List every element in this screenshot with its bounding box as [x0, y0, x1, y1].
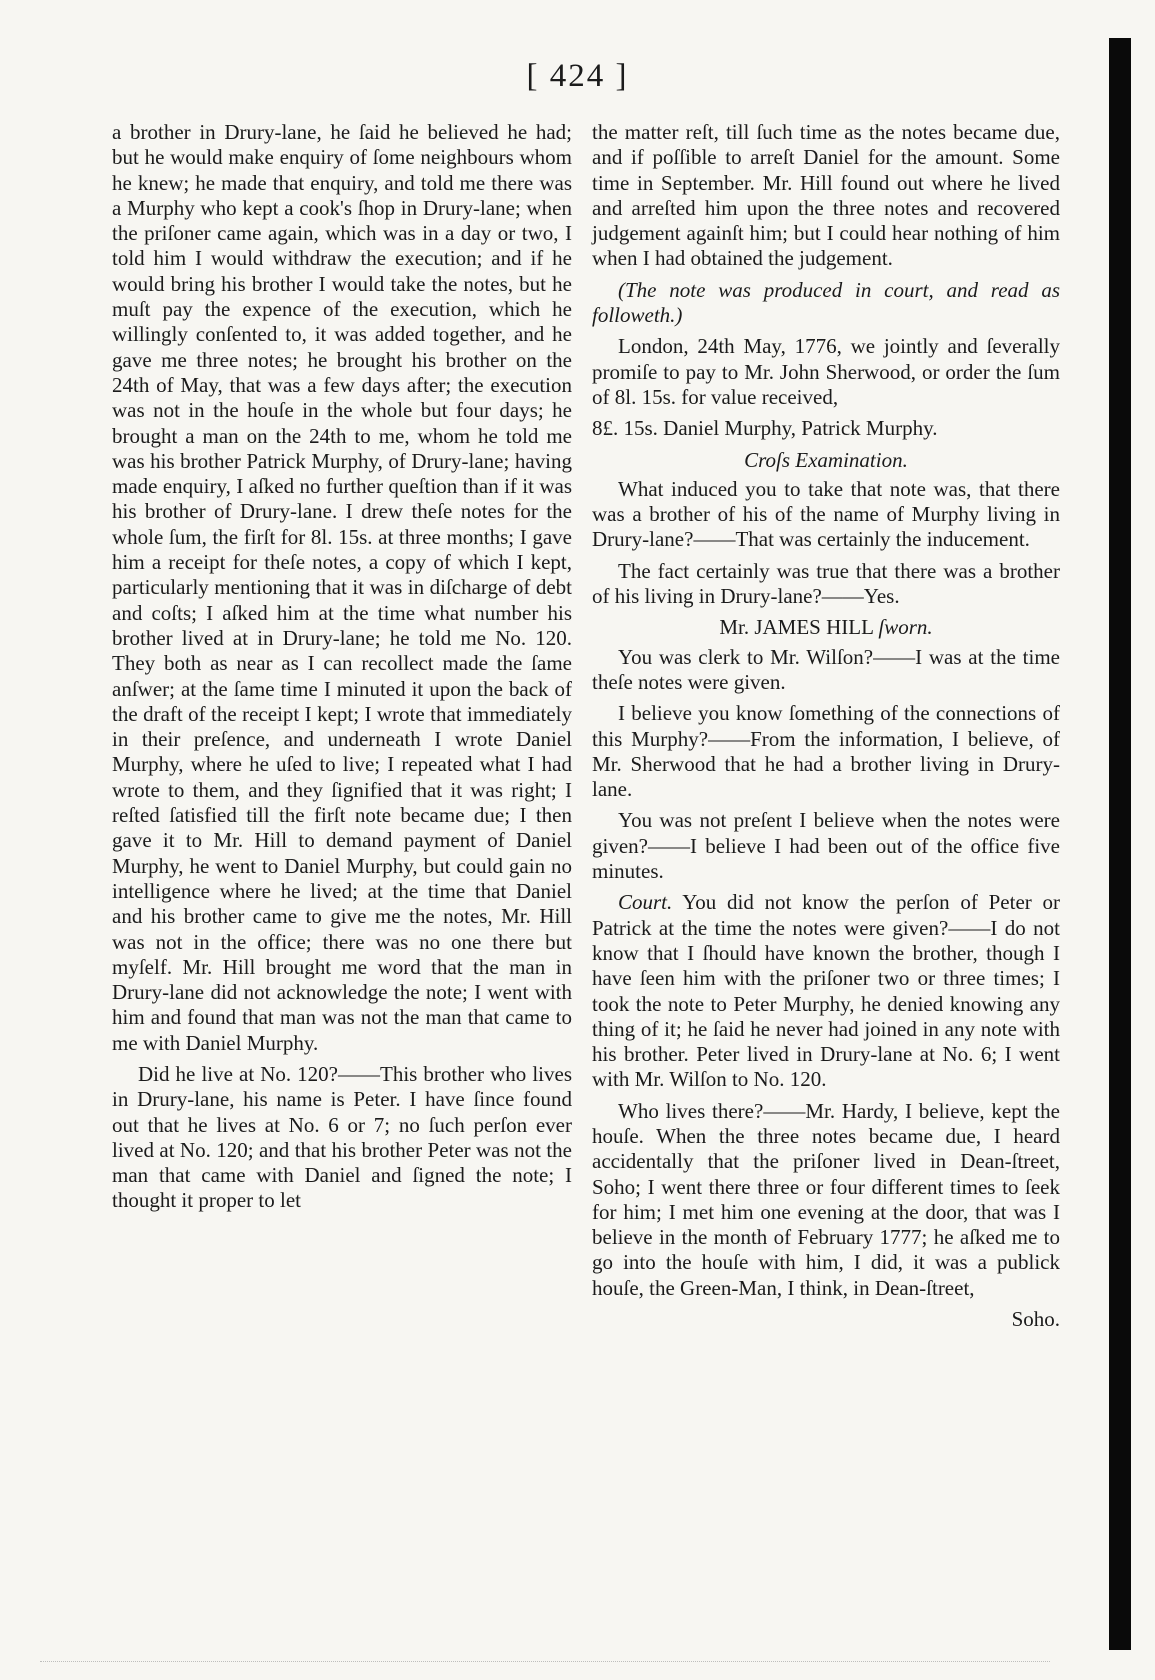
- right-paragraph-4: You was clerk to Mr. Wilſon?——I was at the time theſe notes were given.: [592, 644, 1060, 694]
- court-label: Court.: [618, 890, 673, 915]
- right-paragraph-2: What induced you to take that note was, that there was a brother of his of the name of Murphy living in Drury-lane?——That was certainly the inducement.: [592, 476, 1060, 552]
- promissory-note-signature: 8£. 15s. Daniel Murphy, Patrick Murphy.: [592, 416, 938, 441]
- left-paragraph-2: Did he live at No. 120?——This brother who lives in Drury-lane, his name is Peter. I have ſince found out that he lives at No. 6 or 7; no ſuch perſon ever lived at No. 120; and that his brother Peter was not the man that came with Daniel and ſigned the note; I thought it proper to let: [112, 1061, 572, 1213]
- left-paragraph-1: a brother in Drury-lane, he ſaid he believed he had; but he would make enquiry of ſome neighbours whom he knew; he made that enquiry, and told me there was a Murphy who kept a cook's ſhop in Drury-lane; when the priſoner came again, which was in a day or two, I told him I would withdraw the execution; and if he would bring his brother I would take the notes, but he muſt pay the expence of the execution, which he willingly conſented to, it was added together, and he gave me three notes; he brought his brother on the 24th of May, that was a few days after; the execution was not in the houſe in the whole but four days; he brought a man on the 24th to me, whom he told me was his brother Patrick Murphy, of Drury-lane; having made enquiry, I aſked no further queſtion than if it was his brother of Drury-lane. I drew theſe notes for the whole ſum, the firſt for 8l. 15s. at three months; I gave him a receipt for theſe notes, a copy of which I kept, particularly mentioning that it was in diſcharge of debt and coſts; I aſked him at the time what number his brother lived at in Drury-lane; he told me No. 120. They both as near as I can recollect made the ſame anſwer; at the ſame time I minuted it upon the back of the draft of the receipt I kept; I wrote that immediately in their preſence, and underneath I wrote Daniel Murphy, where he uſed to live; I repeated what I had wrote to them, and they ſignified that it was right; I reſted ſatisfied till the firſt note became due; I then gave it to Mr. Hill to demand payment of Daniel Murphy, he went to Daniel Murphy, but could gain no intelligence where he lived; at the time that Daniel and his brother came to give me the notes, Mr. Hill was not in the office; there was no one there but myſelf. Mr. Hill brought me word that the man in Drury-lane did not acknowledge the note; I went with him and found that man was not the man that came to me with Daniel Murphy.: [112, 120, 572, 1055]
- right-column: [592, 120, 1060, 1332]
- page-edge-shadow: [1109, 38, 1131, 1650]
- right-paragraph-7: [592, 890, 1060, 1092]
- left-column: [112, 120, 572, 1220]
- note-produced-line: (The note was produced in court, and read as followeth.): [592, 277, 1060, 328]
- witness-sworn: ſworn.: [878, 615, 933, 640]
- right-paragraph-3: The fact certainly was true that there was a brother of his living in Drury-lane?——Yes.: [592, 558, 1060, 609]
- bottom-scan-noise: [40, 1661, 1050, 1668]
- right-paragraph-8: Who lives there?——Mr. Hardy, I believe, kept the houſe. When the three notes became due, I heard accidentally that the priſoner lived in Dean-ſtreet, Soho; I went there three or four different times to ſeek for him; I met him one evening at the door, that was I believe in the month of February 1777; he aſked me to go into the houſe with him, I did, it was a publick houſe, the Green-Man, I think, in Dean-ſtreet,: [592, 1098, 1060, 1300]
- right-paragraph-1: the matter reſt, till ſuch time as the notes became due, and if poſſible to arreſt Daniel for the amount. Some time in September. Mr. Hill found out where he lived and arreſted him upon the three notes and recovered judgement againſt him; but I could hear nothing of him when I had obtained the judgement.: [592, 120, 1060, 271]
- court-question: You did not know the perſon of Peter or Patrick at the time the notes were given?——I do not know that I ſhould have known the brother, though I have ſeen him with the priſoner two or three times; I took the note to Peter Murphy, he denied knowing any thing of it; he ſaid he never had joined in any note with his brother. Peter lived in Drury-lane at No. 6; I went with Mr. Wilſon to No. 120.: [592, 890, 1060, 1092]
- right-paragraph-6: You was not preſent I believe when the notes were given?——I believe I had been out of the office five minutes.: [592, 808, 1060, 884]
- promissory-note-text: London, 24th May, 1776, we jointly and ſeverally promiſe to pay to Mr. John Sherwood, or order the ſum of 8l. 15s. for value received,: [592, 334, 1060, 409]
- witness-heading: [592, 615, 1060, 640]
- page-number: [ 424 ]: [526, 58, 629, 94]
- catchword: Soho.: [1011, 1307, 1060, 1332]
- right-paragraph-5: I believe you know ſomething of the connections of this Murphy?——From the information, I believe, of Mr. Sherwood that he had a brother living in Drury-lane.: [592, 701, 1060, 802]
- witness-name: Mr. JAMES HILL: [719, 615, 874, 640]
- cross-examination-heading: Croſs Examination.: [744, 447, 908, 472]
